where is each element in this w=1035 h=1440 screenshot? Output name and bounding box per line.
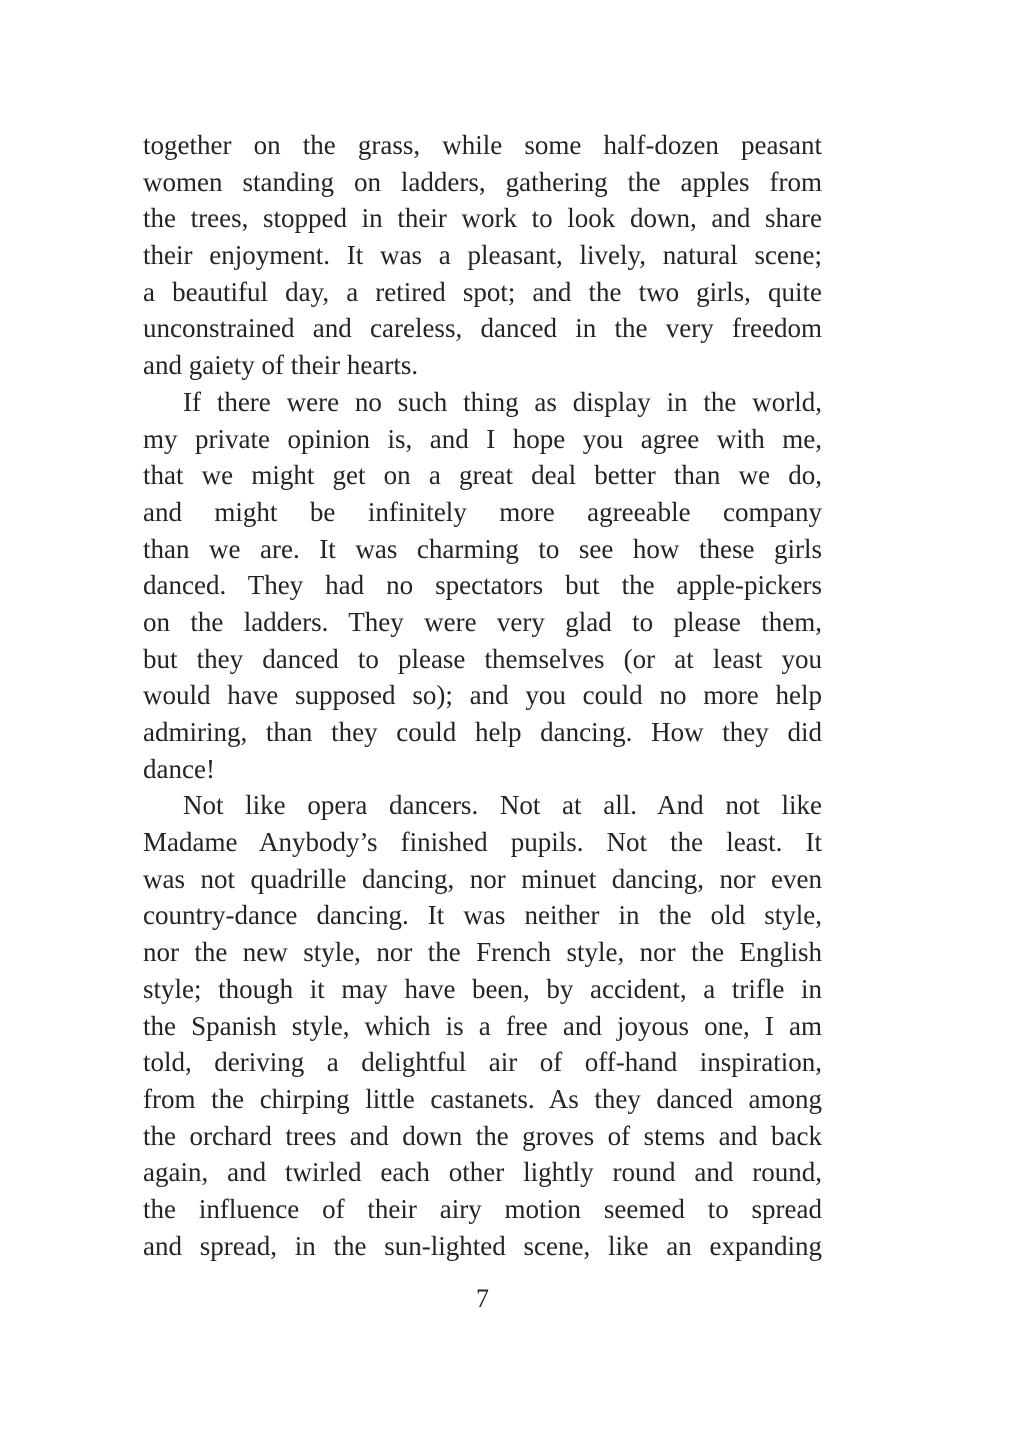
text-line: dance! [143,753,215,784]
text-line: the trees, stopped in their work to look down, and share [143,203,822,234]
text-line: and might be infinitely more agreeable company [143,496,822,527]
text-line: was not quadrille dancing, nor minuet dancing, nor even [143,863,822,894]
text-line: unconstrained and careless, danced in the very freedom [143,313,822,344]
text-line: If there were no such thing as display in the world, [183,386,822,417]
text-line: style; though it may have been, by accident, a trifle in [143,973,822,1004]
text-line: would have supposed so); and you could no more help [143,680,822,711]
text-line: admiring, than they could help dancing. How they did [143,717,822,747]
text-line: on the ladders. They were very glad to please them, [143,606,822,637]
text-line: that we might get on a great deal better than we do, [143,460,822,491]
text-line: country-dance dancing. It was neither in the old style, [143,900,822,931]
page-number: 7 [476,1284,489,1313]
text-line: but they danced to please themselves (or at least you [143,643,822,674]
text-line: told, deriving a delightful air of off-hand inspiration, [143,1047,822,1078]
text-line: the orchard trees and down the groves of stems and back [143,1120,822,1151]
text-line: together on the grass, while some half-dozen peasant [143,130,822,160]
text-line: women standing on ladders, gathering the apples from [143,166,822,197]
text-line: nor the new style, nor the French style, nor the English [143,937,822,968]
text-line: the Spanish style, which is a free and joyous one, I am [143,1010,822,1041]
text-line: the influence of their airy motion seemed to spread [143,1193,822,1224]
text-line: a beautiful day, a retired spot; and the two girls, quite [143,276,822,307]
text-line: danced. They had no spectators but the apple-pickers [143,570,822,601]
text-line: Not like opera dancers. Not at all. And not like [183,790,822,821]
text-line: their enjoyment. It was a pleasant, lively, natural scene; [143,240,822,271]
text-line: than we are. It was charming to see how these girls [143,533,822,564]
text-line: again, and twirled each other lightly round and round, [143,1157,822,1188]
page-text [143,127,822,1264]
text-line: Madame Anybody’s finished pupils. Not the least. It [143,827,822,858]
text-line: from the chirping little castanets. As they danced among [143,1083,822,1114]
text-line: and gaiety of their hearts. [143,350,419,381]
text-line: my private opinion is, and I hope you agree with me, [143,423,822,454]
text-line: and spread, in the sun-lighted scene, like an expanding [143,1230,822,1261]
